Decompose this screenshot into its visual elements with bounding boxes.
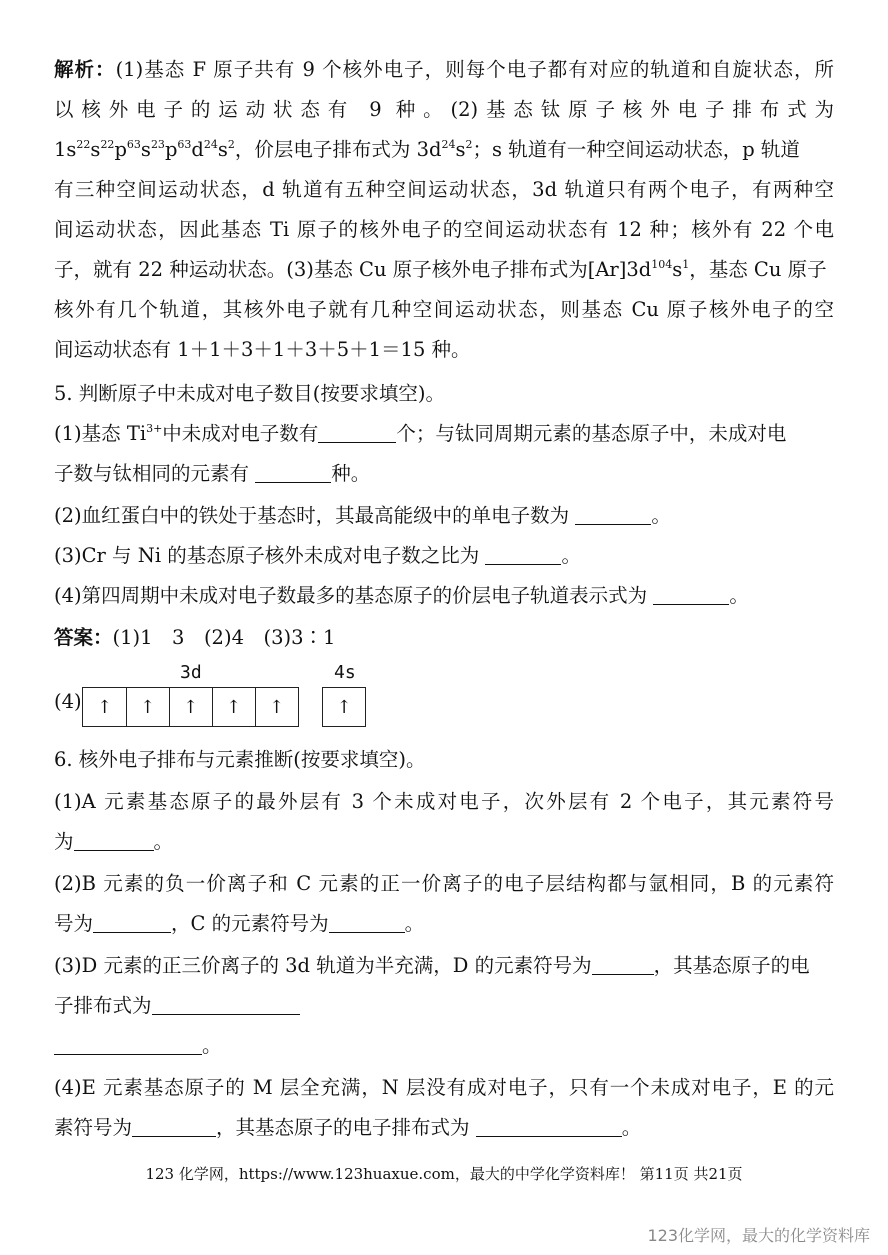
q6-blank-1[interactable] bbox=[74, 830, 154, 851]
q6-blank-2[interactable] bbox=[93, 912, 171, 933]
analysis-line-7: 核外有几个轨道，其核外电子就有几种空间运动状态，则基态 Cu 原子核外电子的空 bbox=[54, 298, 834, 321]
analysis-label: 解析： bbox=[54, 58, 116, 81]
analysis-line-4: 有三种空间运动状态，d 轨道有五种空间运动状态，3d 轨道只有两个电子，有两种空 bbox=[54, 178, 834, 201]
orbital-4s-box bbox=[322, 687, 366, 727]
q5-part4: (4)第四周期中未成对电子数最多的基态原子的价层电子轨道表示式为 。 bbox=[54, 584, 749, 607]
answer-label: 答案： bbox=[54, 626, 113, 649]
up-arrow-icon: ↑ bbox=[139, 696, 156, 718]
q6-part2-line2: 号为 ，C 的元素符号为 。 bbox=[54, 912, 425, 935]
q6-part4-line1: (4)E 元素基态原子的 M 层全充满，N 层没有成对电子，只有一个未成对电子，E 的元 bbox=[54, 1076, 834, 1099]
answer-part4-label: (4) bbox=[54, 690, 82, 713]
q6-title: 6. 核外电子排布与元素推断(按要求填空)。 bbox=[54, 748, 426, 771]
q5-part1-line1: (1)基态 $Ti^{3+}$中未成对电子数有 个；与钛同周期元素的基态原子中，未成对电 bbox=[54, 422, 787, 445]
q6-blank-7[interactable] bbox=[132, 1116, 216, 1137]
q6-part3-line2: 子排布式为 bbox=[54, 992, 300, 1020]
orbital-3d-box-5 bbox=[255, 688, 298, 726]
analysis-line-1: 解析：(1)基态 F 原子共有 9 个核外电子，则每个电子都有对应的轨道和自旋状态，所 bbox=[54, 58, 834, 81]
q5-part1-line2: 子数与钛相同的元素有 种。 bbox=[54, 462, 371, 485]
q6-blank-8[interactable] bbox=[476, 1116, 622, 1137]
q6-part2-line1: (2)B 元素的负一价离子和 C 元素的正一价离子的电子层结构都与氩相同，B 的元素符 bbox=[54, 872, 834, 895]
analysis-line-6: 子，就有 22 种运动状态。(3)基态 Cu 原子核外电子排布式为$[Ar]3d^{104}s^1$，基态 Cu 原子 bbox=[54, 258, 827, 281]
analysis-line-3: $1s^{22}s^{22}p^{63}s^{23}p^{63}d^{24}s^2$，价层电子排布式为 $3d^{24}s^2$；s 轨道有一种空间运动状态，p 轨道 bbox=[54, 138, 800, 161]
analysis-line-8: 间运动状态有 1＋1＋3＋1＋3＋5＋1＝15 种。 bbox=[54, 338, 471, 361]
orbital-3d-label: 3d bbox=[180, 662, 202, 683]
orbital-3d-box-1 bbox=[83, 688, 127, 726]
q6-part1-line2: 为 。 bbox=[54, 830, 174, 853]
q6-part4-line2: 素符号为 ，其基态原子的电子排布式为 。 bbox=[54, 1116, 642, 1139]
orbital-3d-boxes bbox=[82, 687, 299, 727]
up-arrow-icon: ↑ bbox=[182, 696, 199, 718]
q6-part3-line3: 。 bbox=[54, 1032, 222, 1060]
up-arrow-icon: ↑ bbox=[268, 696, 285, 718]
q5-part3: (3)Cr 与 Ni 的基态原子核外未成对电子数之比为 。 bbox=[54, 544, 581, 567]
answer-line: 答案：(1)1 3 (2)4 (3)3∶1 bbox=[54, 626, 336, 649]
q6-blank-6[interactable] bbox=[54, 1034, 202, 1055]
page-footer: 123 化学网，https://www.123huaxue.com，最大的中学化学资料库！ 第11页 共21页 bbox=[145, 1165, 743, 1183]
q6-blank-3[interactable] bbox=[329, 912, 405, 933]
up-arrow-icon: ↑ bbox=[96, 696, 113, 718]
orbital-4s-box-1 bbox=[323, 688, 365, 726]
q5-blank-2[interactable] bbox=[255, 462, 331, 483]
q6-part1-line1: (1)A 元素基态原子的最外层有 3 个未成对电子，次外层有 2 个电子，其元素符号 bbox=[54, 790, 834, 813]
q5-blank-3[interactable] bbox=[575, 504, 651, 525]
orbital-3d-box-4 bbox=[212, 688, 256, 726]
orbital-3d-box-2 bbox=[126, 688, 170, 726]
q5-part2: (2)血红蛋白中的铁处于基态时，其最高能级中的单电子数为 。 bbox=[54, 504, 671, 527]
q6-part3-line1: (3)D 元素的正三价离子的 3d 轨道为半充满，D 的元素符号为 ，其基态原子的电 bbox=[54, 954, 810, 977]
q5-blank-5[interactable] bbox=[653, 584, 729, 605]
up-arrow-icon: ↑ bbox=[336, 696, 352, 718]
up-arrow-icon: ↑ bbox=[225, 696, 242, 718]
q6-blank-5[interactable] bbox=[152, 994, 300, 1015]
orbital-4s-label: 4s bbox=[334, 662, 356, 683]
ti-electron-config: $1s^{22}s^{22}p^{63}s^{23}p^{63}d^{24}s^2$ bbox=[54, 138, 235, 161]
q6-blank-4[interactable] bbox=[592, 954, 654, 975]
q5-blank-1[interactable] bbox=[318, 422, 396, 443]
watermark: 123化学网，最大的化学资料库 bbox=[647, 1226, 870, 1245]
analysis-line-2: 以核外电子的运动状态有 9 种。(2)基态钛原子核外电子排布式为 bbox=[54, 98, 834, 121]
orbital-3d-box-3 bbox=[169, 688, 213, 726]
q5-blank-4[interactable] bbox=[485, 544, 561, 565]
q5-title: 5. 判断原子中未成对电子数目(按要求填空)。 bbox=[54, 382, 446, 405]
analysis-line-5: 间运动状态，因此基态 Ti 原子的核外电子的空间运动状态有 12 种；核外有 22 个电 bbox=[54, 218, 834, 241]
